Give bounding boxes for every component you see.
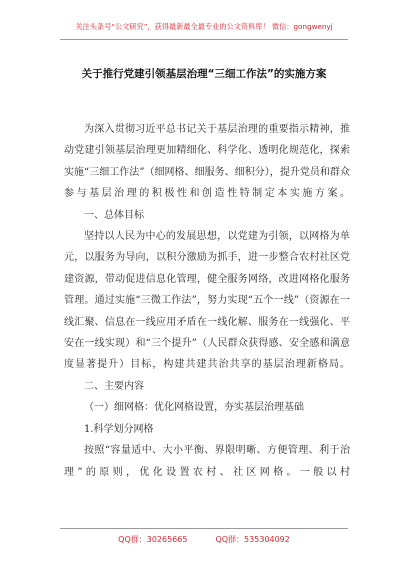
header-divider <box>60 39 348 40</box>
section-heading-goals: 一、总体目标 <box>84 209 144 221</box>
footer-contact <box>0 534 408 545</box>
document-body <box>64 119 350 483</box>
footer-divider <box>60 528 348 529</box>
goals-paragraph: 坚持以人民为中心的发展思想，以党建为引领，以网格为单元，以服务为导向，以积分激励为抓手，进一步整合农村社区党建资源，带动促进信息化管理，健全服务网络，改进网格化服务管理。通过实施“三微工作法”，努力实现“五个一线”（资源在一线汇聚、信息在一线应用矛盾在一线化解、服务在一线强化、平安在一线实现）和“三个提升”（人民群众获得感、安全感和满意度显著提升）目标，构建共建共治共享的基层治理新格局。 <box>64 231 350 371</box>
footer-qq-group-2: QQ群：535304092 <box>215 535 290 544</box>
footer-qq-group-1: QQ群：30265665 <box>118 535 188 544</box>
section-heading-content: 二、主要内容 <box>84 380 144 392</box>
document-title: 关于推行党建引领基层治理“三细工作法”的实施方案 <box>81 68 327 80</box>
grid-paragraph: 按照“容量适中、大小平衡、界限明晰、方便管理、利于治理”的原则，优化设置农村、社区网格。一般以村 <box>64 445 350 478</box>
item-heading-divide-grid: 1.科学划分网格 <box>84 423 154 435</box>
intro-paragraph: 为深入贯彻习近平总书记关于基层治理的重要指示精神，推动党建引领基层治理更加精细化、科学化、透明化规范化，探索实施“三细工作法”（细网格、细服务、细积分），提升党员和群众参与基层治理的积极性和创造性特制定本实施方案。 <box>64 124 350 200</box>
subsection-heading-grid: （一）细网格：优化网格设置，夯实基层治理基础 <box>84 402 304 414</box>
header-promo-note: 关注头条号“公文研究”，获得最新最全最专业的公文资料库！ 微信：gongwenyj <box>75 22 333 31</box>
